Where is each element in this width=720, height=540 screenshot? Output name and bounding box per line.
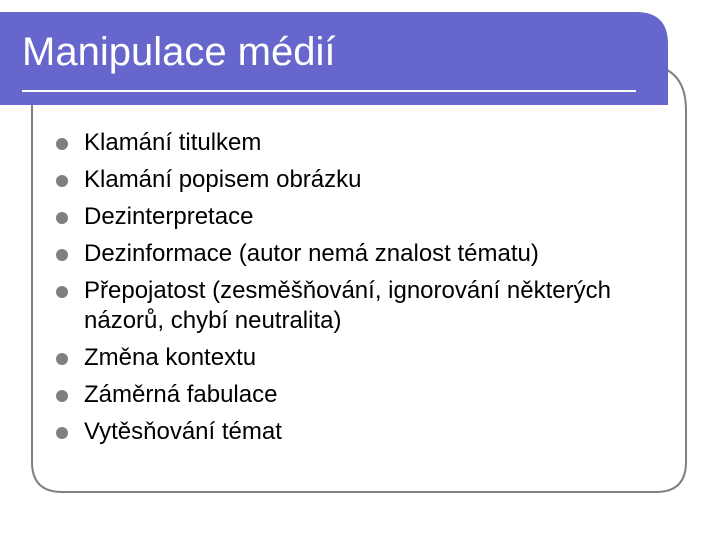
list-item-text: Dezinterpretace: [84, 203, 254, 230]
list-item-text: Klamání popisem obrázku: [84, 166, 362, 193]
list-item-text: Přepojatost (zesměšňování, ignorování některých názorů, chybí neutralita): [84, 277, 611, 334]
list-item: [56, 165, 656, 195]
bullet-dot-icon: [56, 138, 68, 150]
bullet-dot-icon: [56, 249, 68, 261]
slide-title: Manipulace médií: [22, 30, 336, 74]
list-item: [56, 128, 656, 158]
list-item-text: Změna kontextu: [84, 344, 257, 371]
bullet-dot-icon: [56, 390, 68, 402]
list-item: [56, 276, 656, 336]
list-item-text: Klamání titulkem: [84, 129, 262, 156]
bullet-list: [56, 128, 656, 454]
list-item-text: Dezinformace (autor nemá znalost tématu): [84, 240, 539, 267]
bullet-dot-icon: [56, 353, 68, 365]
list-item: [56, 343, 656, 373]
list-item: [56, 417, 656, 447]
list-item: [56, 239, 656, 269]
bullet-dot-icon: [56, 427, 68, 439]
bullet-dot-icon: [56, 175, 68, 187]
list-item: [56, 380, 656, 410]
list-item: [56, 202, 656, 232]
list-item-text: Vytěsňování témat: [84, 418, 282, 445]
bullet-dot-icon: [56, 286, 68, 298]
bullet-dot-icon: [56, 212, 68, 224]
list-item-text: Záměrná fabulace: [84, 381, 278, 408]
